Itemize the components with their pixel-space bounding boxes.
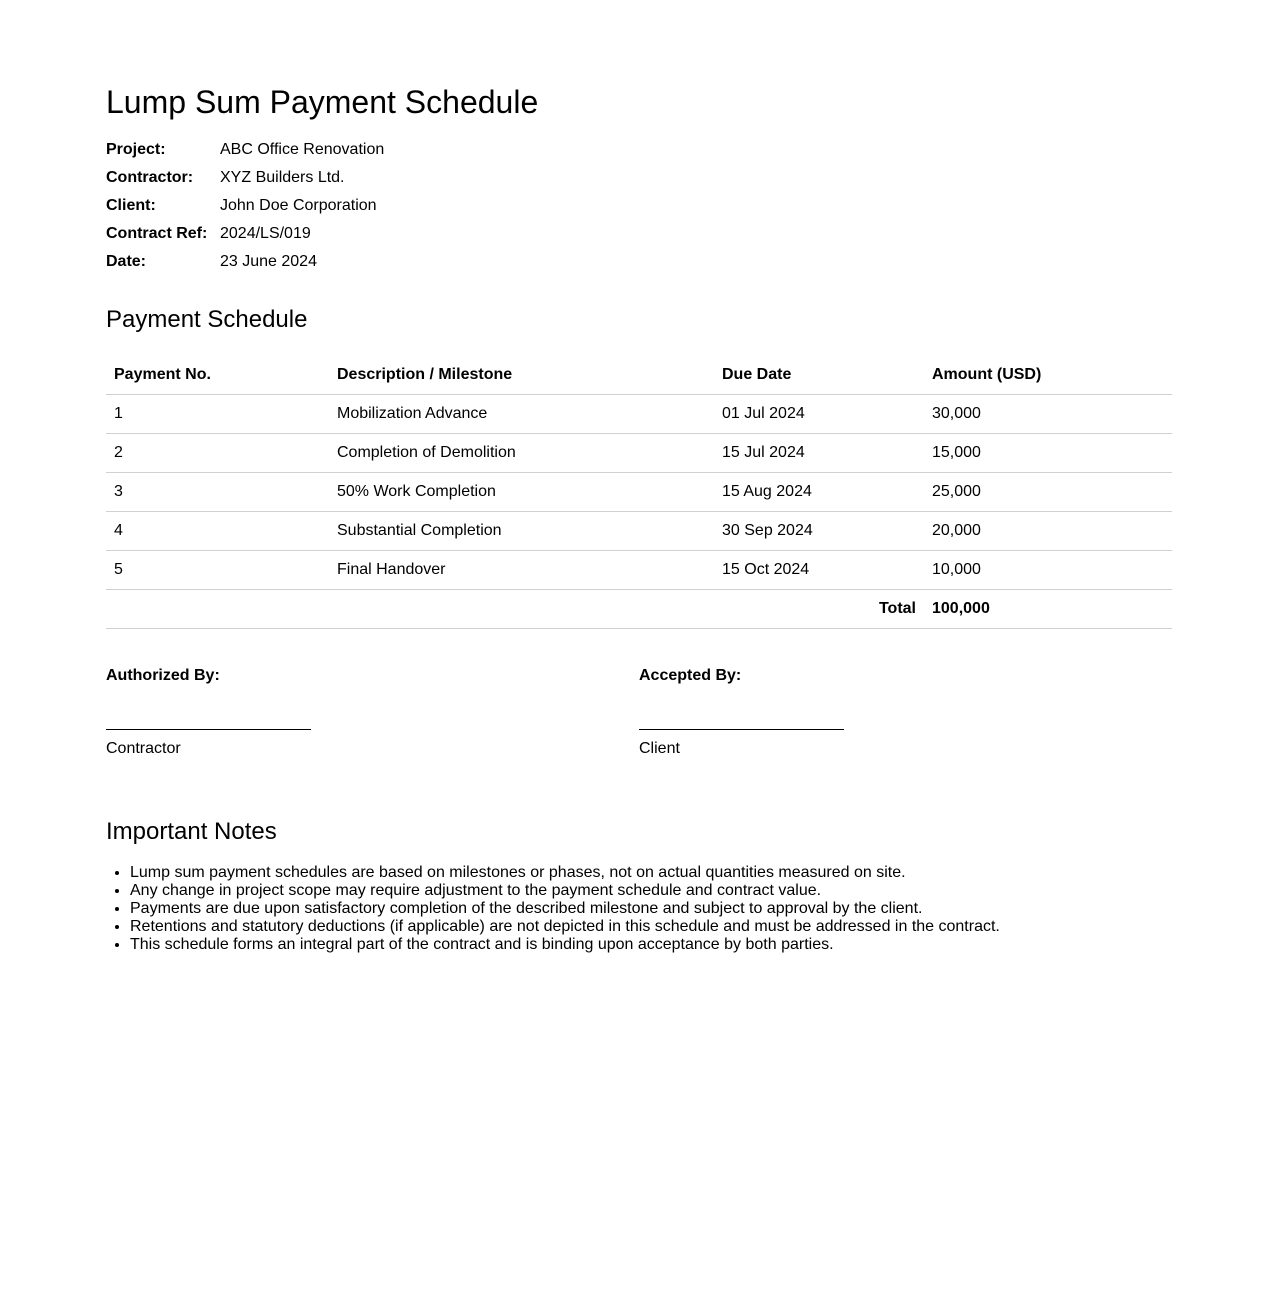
list-item: • Any change in project scope may require adjustment to the payment schedule and contract value. xyxy=(130,882,1172,900)
table-row xyxy=(106,512,1172,551)
meta-value: ABC Office Renovation xyxy=(220,141,385,158)
payment-number-cell: 3 xyxy=(106,473,329,512)
meta-label: Contractor: xyxy=(106,169,194,186)
due-date-cell: 01 Jul 2024 xyxy=(714,395,924,434)
payment-number-cell: 5 xyxy=(106,551,329,590)
amount-cell: 15,000 xyxy=(924,434,1172,473)
meta-label: Project: xyxy=(106,141,166,158)
amount-cell: 10,000 xyxy=(924,551,1172,590)
signature-line xyxy=(106,729,311,730)
table-row xyxy=(106,551,1172,590)
table-row xyxy=(106,434,1172,473)
column-header: Payment No. xyxy=(106,356,329,395)
payment-number-cell: 2 xyxy=(106,434,329,473)
total-label: Total xyxy=(106,590,924,629)
accepted-signature-block xyxy=(639,667,1172,758)
project-details xyxy=(106,136,1172,276)
total-row xyxy=(106,590,1172,629)
meta-value: 2024/LS/019 xyxy=(220,225,311,242)
meta-row-project xyxy=(106,136,1172,164)
table-header-row xyxy=(106,356,1172,395)
table-row xyxy=(106,395,1172,434)
meta-value: XYZ Builders Ltd. xyxy=(220,169,345,186)
meta-row-date xyxy=(106,248,1172,276)
notes-heading: Important Notes xyxy=(106,818,277,845)
meta-row-contractor xyxy=(106,164,1172,192)
amount-cell: 25,000 xyxy=(924,473,1172,512)
table-row xyxy=(106,473,1172,512)
signatory-role: Contractor xyxy=(106,740,181,757)
column-header: Description / Milestone xyxy=(329,356,714,395)
due-date-cell: 30 Sep 2024 xyxy=(714,512,924,551)
description-cell: Mobilization Advance xyxy=(329,395,714,434)
meta-value: John Doe Corporation xyxy=(220,197,377,214)
notes-list xyxy=(106,864,1172,954)
due-date-cell: 15 Aug 2024 xyxy=(714,473,924,512)
payment-schedule-table xyxy=(106,356,1172,629)
signature-section xyxy=(106,667,1172,758)
payment-number-cell: 1 xyxy=(106,395,329,434)
authorized-signature-block xyxy=(106,667,639,758)
column-header: Due Date xyxy=(714,356,924,395)
meta-label: Contract Ref: xyxy=(106,225,208,242)
list-item: • Retentions and statutory deductions (if applicable) are not depicted in this schedule and must be addressed in the contract. xyxy=(130,918,1172,936)
total-value: 100,000 xyxy=(924,590,1172,629)
description-cell: 50% Work Completion xyxy=(329,473,714,512)
meta-value: 23 June 2024 xyxy=(220,253,317,270)
amount-cell: 30,000 xyxy=(924,395,1172,434)
meta-row-contract-ref xyxy=(106,220,1172,248)
signatory-role: Client xyxy=(639,740,680,757)
description-cell: Substantial Completion xyxy=(329,512,714,551)
description-cell: Final Handover xyxy=(329,551,714,590)
due-date-cell: 15 Oct 2024 xyxy=(714,551,924,590)
description-cell: Completion of Demolition xyxy=(329,434,714,473)
list-item: • Lump sum payment schedules are based on milestones or phases, not on actual quantities measured on site. xyxy=(130,864,1172,882)
signature-line xyxy=(639,729,844,730)
column-header: Amount (USD) xyxy=(924,356,1172,395)
meta-row-client xyxy=(106,192,1172,220)
amount-cell: 20,000 xyxy=(924,512,1172,551)
schedule-heading: Payment Schedule xyxy=(106,306,308,333)
authorized-by-label: Authorized By: xyxy=(106,667,220,684)
due-date-cell: 15 Jul 2024 xyxy=(714,434,924,473)
accepted-by-label: Accepted By: xyxy=(639,667,742,684)
list-item: • Payments are due upon satisfactory completion of the described milestone and subject to approval by the client. xyxy=(130,900,1172,918)
payment-number-cell: 4 xyxy=(106,512,329,551)
meta-label: Client: xyxy=(106,197,156,214)
meta-label: Date: xyxy=(106,253,147,270)
list-item: • This schedule forms an integral part of the contract and is binding upon acceptance by both parties. xyxy=(130,936,1172,954)
document-title: Lump Sum Payment Schedule xyxy=(106,84,539,120)
